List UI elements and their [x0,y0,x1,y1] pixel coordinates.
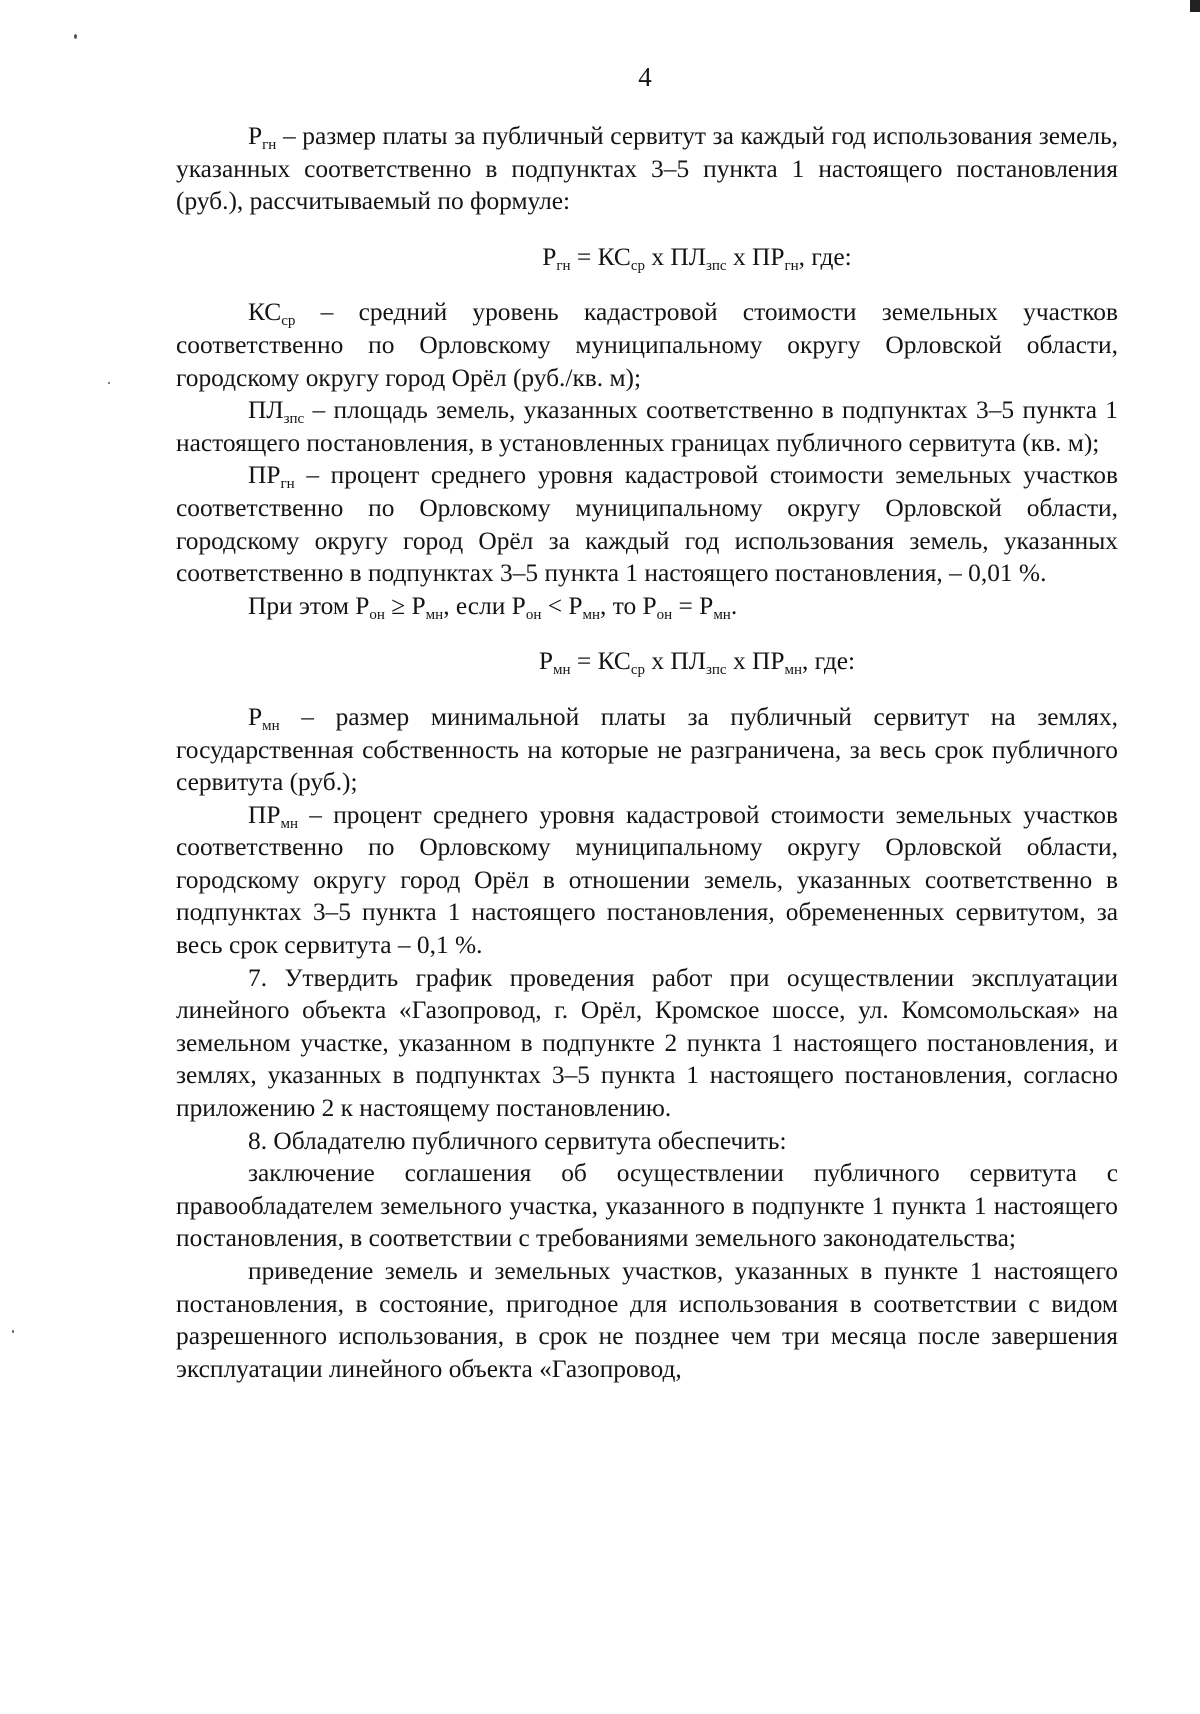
text-run: КС [248,298,282,327]
paragraph [176,701,1118,799]
text-run: Р [538,647,554,676]
paragraph [176,962,1118,1125]
text-run: 7. Утвердить график проведения работ при осуществлении эксплуатации линейного объекта «Газопровод, г. Орёл, Кромское шоссе, ул. Комсомольская» на земельном участке, указанном в подпункте 2 пункта 1 настоящего постановления, и землях, указанных в подпунктах 3–5 пункта 1 настоящего постановления, согласно приложению 2 к настоящему постановлению. [176,963,1118,1123]
text-run: < Р [541,591,583,620]
text-run: P [248,122,263,150]
text-run: х ПЛ [645,242,706,271]
subscript: гн [556,257,571,274]
paragraph [176,799,1118,962]
text-run: – средний уровень кадастровой стоимости земельных участков соответственно по Орловскому муниципальному округу Орловской области, городскому округу город Орёл (руб./кв. м); [176,298,1118,392]
paragraph [176,1255,1118,1385]
subscript: он [369,606,385,623]
text-run: При этом Р [248,591,370,620]
text-run: ПР [248,461,281,490]
formula [176,241,1118,274]
scan-speck [74,34,77,39]
subscript: мн [582,606,601,623]
subscript: мн [553,662,571,679]
document-body [176,120,1118,1385]
text-run: = Р [672,591,714,620]
subscript: он [525,606,542,623]
paragraph [176,459,1118,589]
paragraph [176,1125,1118,1158]
text-run: 8. Обладателю публичного сервитута обеспечить: [248,1126,787,1155]
text-run: – размер платы за публичный сервитут за каждый год использования земель, указанных соответственно в подпунктах 3–5 пункта 1 настоящего постановления (руб.), рассчитываемый по формуле: [176,122,1118,216]
subscript: мн [280,815,298,832]
text-run: ПЛ [248,396,284,425]
text-run: х ПЛ [645,647,706,676]
scan-speck [12,1330,14,1333]
subscript: гн [784,257,799,274]
text-run: P [542,242,557,271]
paragraph [176,1157,1118,1255]
text-run: , если Р [443,591,526,620]
text-run: – процент среднего уровня кадастровой стоимости земельных участков соответственно по Орловскому муниципальному округу Орловской области, городскому округу город Орёл за каждый год использования земель, указанных соответственно в подпунктах 3–5 пункта 1 настоящего постановления, – 0,01 %. [176,461,1118,588]
subscript: гн [262,137,277,153]
subscript: ср [281,313,296,330]
subscript: мн [262,717,280,734]
text-run: заключение соглашения об осуществлении публичного сервитута с правообладателем земельного участка, указанного в подпункте 1 пункта 1 настоящего постановления, в соответствии с требованиями земельного законодательства; [176,1159,1118,1253]
text-run: , где: [801,647,856,676]
paragraph [176,120,1118,218]
formula [176,645,1118,678]
text-run: – площадь земель, указанных соответственно в подпунктах 3–5 пункта 1 настоящего постановления, в установленных границах публичного сервитута (кв. м); [176,396,1118,457]
subscript: ср [630,662,646,679]
subscript: мн [425,606,444,623]
subscript: ср [630,257,646,274]
text-run: ПР [248,800,281,829]
subscript: мн [713,606,731,623]
text-run: – процент среднего уровня кадастровой стоимости земельных участков соответственно по Орловскому муниципальному округу Орловской области, городскому округу город Орёл в отношении земель, указанных соответственно в подпунктах 3–5 пункта 1 настоящего постановления, обремененных сервитутом, за весь срок сервитута – 0,1 %. [176,800,1118,960]
text-run: . [730,591,738,620]
text-run: , где: [798,242,852,271]
scan-speck [108,382,110,384]
text-run: приведение земель и земельных участков, указанных в пункте 1 настоящего постановления, в состояние, пригодное для использования в соответствии с видом разрешенного использования, в срок не позднее чем три месяца после завершения эксплуатации линейного объекта «Газопровод, [176,1257,1118,1383]
paragraph [176,296,1118,394]
paragraph [176,590,1118,623]
text-run: Р [248,702,263,731]
text-run: = КС [570,242,631,271]
text-run: х ПР [726,647,785,676]
scan-edge-mark [1190,0,1200,12]
text-run: – размер минимальной платы за публичный сервитут на землях, государственная собственность на которые не разграничена, за весь срок публичного сервитута (руб.); [176,702,1118,797]
text-run: ≥ Р [384,591,426,620]
page-number: 4 [638,62,652,92]
paragraph [176,394,1118,459]
text-run: = КС [570,647,631,676]
subscript: зпс [283,411,305,428]
subscript: зпс [705,662,727,679]
subscript: мн [784,662,802,679]
subscript: гн [280,476,295,493]
subscript: он [656,606,673,623]
text-run: х ПР [726,242,785,271]
subscript: зпс [705,257,727,274]
text-run: , то Р [600,591,657,620]
